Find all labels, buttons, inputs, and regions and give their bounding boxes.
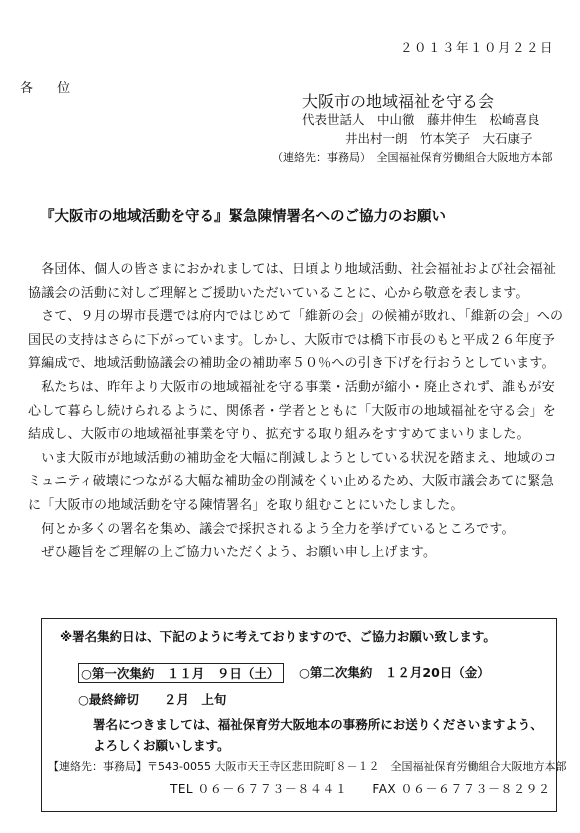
paragraph: さて、９月の堺市長選では府内ではじめて「維新の会」の候補が敗れ、「維新の会」への国民の支持はさらに下がっています。しかし、大阪市では橋下市長のもと平成２６年度予算編成で、地域活動協議会の補助金の補助率５０％への引き下げを行おうとしています。: [28, 309, 564, 372]
paragraph: 私たちは、昨年より大阪市の地域福祉を守る事業・活動が縮小・廃止されず、誰もが安心して暮らし続けられるように、関係者・学者とともに「大阪市の地域福祉を守る会」を結成し、大阪市の地域福祉事業を守り、拡充する取り組みをすすめてまいりました。: [28, 379, 557, 443]
letter-body: [28, 258, 564, 565]
contact-line: （連絡先：事務局） 全国福祉保育労働組合大阪地方本部: [272, 151, 553, 164]
paragraph: ぜひ趣旨をご理解の上ご協力いただくよう、お願い申し上げます。: [28, 545, 437, 561]
request-line-1: 署名につきましては、福祉保育労大阪地本の事務所にお送りくださいますよう、: [93, 717, 543, 732]
office-address: 【連絡先：事務局】〒543-0055 大阪市天王寺区悲田院町８－１２ 全国福祉保育労働組合大阪地方本部: [48, 760, 567, 773]
document-date: ２０１３年１０月２２日: [400, 40, 555, 55]
phone-fax: TEL ０６－６７７３－８４４１ FAX ０６－６７７３－８２９２: [170, 782, 551, 796]
document-title: 『大阪市の地域活動を守る』緊急陳情署名へのご協力のお願い: [40, 209, 446, 225]
addressee: 各 位: [20, 81, 81, 96]
request-line-2: よろしくお願いします。: [93, 738, 230, 753]
paragraph: いま大阪市が地域活動の補助金を大幅に削減しようとしている状況を踏まえ、地域のコミュニティ破壊につながる大幅な補助金の削減をくい止めるため、大阪市議会あてに緊急に「大阪市の地域活動を守る陳情署名」を取り組むことにいたしました。: [28, 450, 557, 513]
notice-intro: ※署名集約日は、下記のように考えておりますので、ご協力お願い致します。: [60, 629, 496, 644]
organization-name: 大阪市の地域福祉を守る会: [302, 92, 495, 111]
representatives-line-1: 代表世話人 中山徹 藤井伸生 松崎喜良: [302, 112, 540, 127]
second-collection-date: ○第二次集約 １２月20日（金）: [299, 665, 490, 680]
paragraph: 何とか多くの署名を集め、議会で採択されるよう全力を挙げているところです。: [28, 521, 515, 537]
representatives-line-2: 井出村一朗 竹本笑子 大石康子: [345, 131, 533, 146]
paragraph: 各団体、個人の皆さまにおかれましては、日頃より地域活動、社会福祉および社会福祉協議会の活動に対しご理解とご援助いただいていることに、心から敬意を表します。: [28, 262, 557, 301]
final-deadline: ○最終締切 ２月 上旬: [78, 692, 227, 707]
first-collection-date: ○第一次集約 １１月 ９日（土）: [78, 663, 284, 683]
